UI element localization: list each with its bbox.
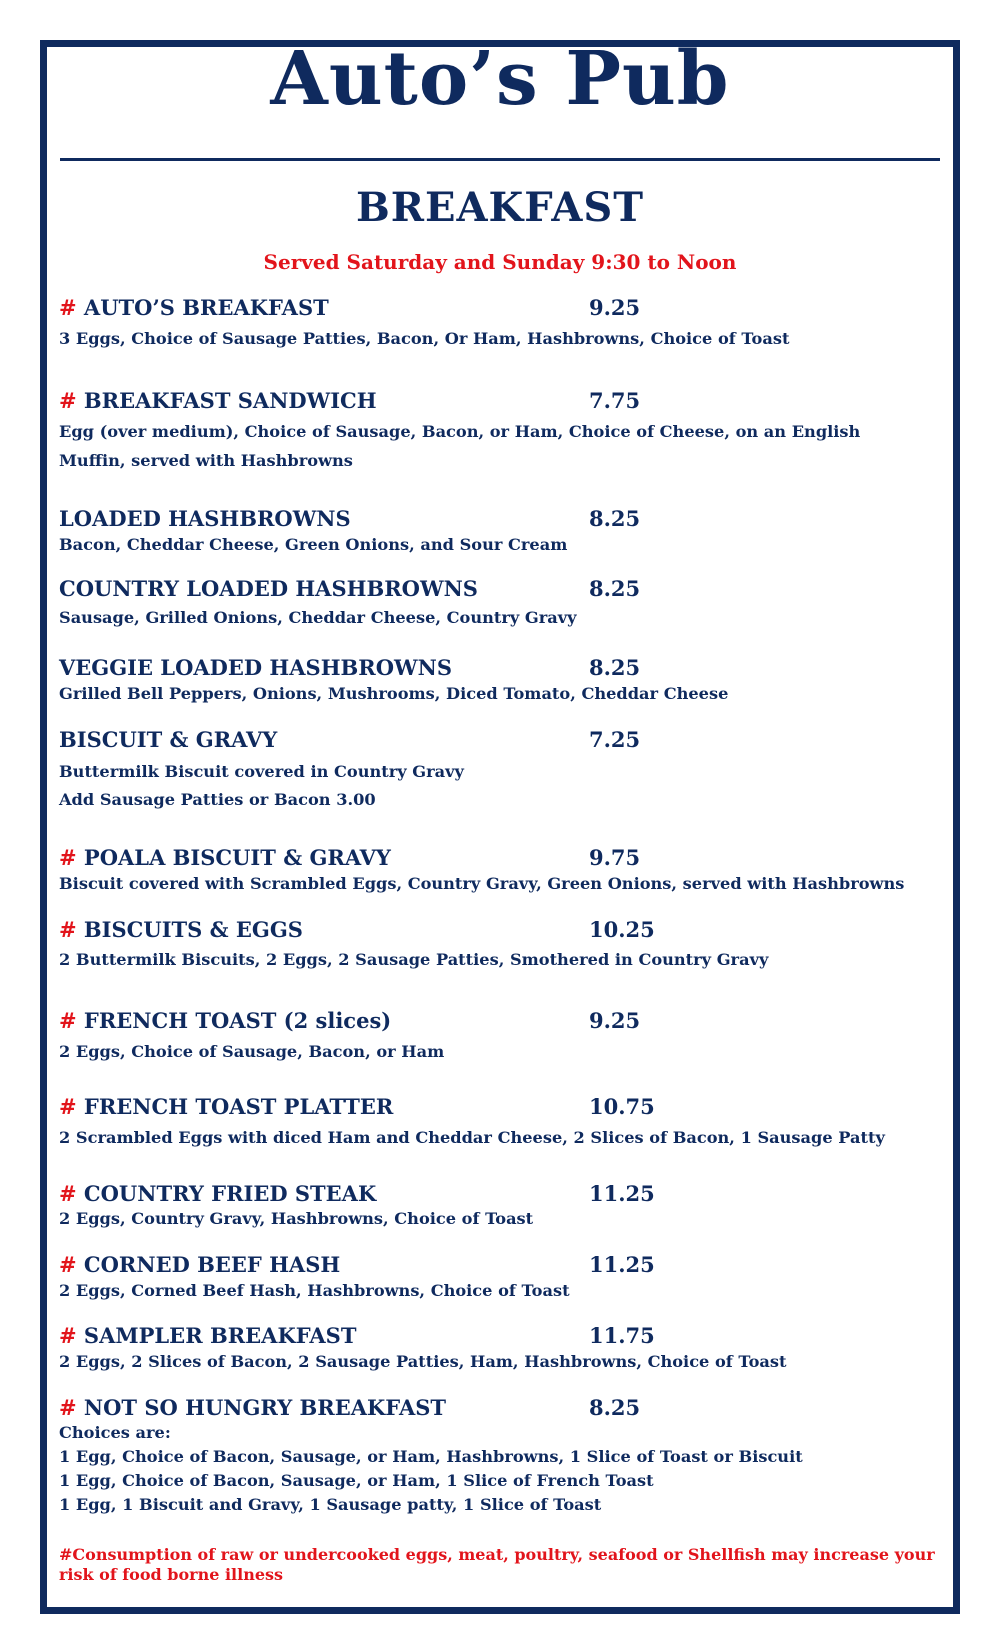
item-description: Sausage, Grilled Onions, Cheddar Cheese, Country Gravy [59, 608, 577, 627]
raw-warning-mark: # [59, 1252, 77, 1277]
pub-title: Auto’s Pub [270, 36, 730, 122]
item-name: VEGGIE LOADED HASHBROWNS [59, 655, 452, 680]
item-name: # BREAKFAST SANDWICH [59, 388, 377, 413]
item-description: Egg (over medium), Choice of Sausage, Bacon, or Ham, Choice of Cheese, on an English [59, 422, 861, 441]
item-price: 8.25 [589, 576, 641, 601]
item-price: 8.25 [589, 506, 641, 531]
raw-warning-mark: # [59, 295, 77, 320]
item-price: 9.25 [589, 1008, 641, 1033]
item-name: # FRENCH TOAST PLATTER [59, 1094, 394, 1119]
item-name: # AUTO’S BREAKFAST [59, 295, 329, 320]
item-description: 1 Egg, Choice of Bacon, Sausage, or Ham, 1 Slice of French Toast [59, 1471, 654, 1490]
menu-border [40, 40, 960, 1614]
item-description: Buttermilk Biscuit covered in Country Gravy [59, 762, 464, 781]
item-description: Add Sausage Patties or Bacon 3.00 [59, 790, 376, 809]
raw-warning-mark: # [59, 388, 77, 413]
item-name: # SAMPLER BREAKFAST [59, 1323, 357, 1348]
item-description: 1 Egg, Choice of Bacon, Sausage, or Ham, Hashbrowns, 1 Slice of Toast or Biscuit [59, 1447, 803, 1466]
food-safety-disclaimer: #Consumption of raw or undercooked eggs, meat, poultry, seafood or Shellfish may increase your risk of food borne illness [59, 1545, 935, 1584]
item-description: 2 Eggs, Corned Beef Hash, Hashbrowns, Choice of Toast [59, 1281, 570, 1300]
item-name: # COUNTRY FRIED STEAK [59, 1181, 377, 1206]
item-description: 2 Buttermilk Biscuits, 2 Eggs, 2 Sausage Patties, Smothered in Country Gravy [59, 950, 769, 969]
item-description: 2 Scrambled Eggs with diced Ham and Cheddar Cheese, 2 Slices of Bacon, 1 Sausage Patty [59, 1128, 885, 1147]
item-price: 9.75 [589, 845, 641, 870]
item-name: # POALA BISCUIT & GRAVY [59, 845, 391, 870]
item-name: # BISCUITS & EGGS [59, 917, 303, 942]
item-name: # FRENCH TOAST (2 slices) [59, 1008, 392, 1033]
serving-hours: Served Saturday and Sunday 9:30 to Noon [263, 250, 737, 274]
item-name: COUNTRY LOADED HASHBROWNS [59, 576, 478, 601]
item-price: 8.25 [589, 655, 641, 680]
item-description: 2 Eggs, Country Gravy, Hashbrowns, Choice of Toast [59, 1209, 534, 1228]
item-name: BISCUIT & GRAVY [59, 727, 278, 752]
item-price: 8.25 [589, 1395, 641, 1420]
section-heading: BREAKFAST [355, 184, 645, 231]
item-price: 11.25 [589, 1181, 655, 1206]
raw-warning-mark: # [59, 917, 77, 942]
item-price: 11.25 [589, 1252, 655, 1277]
item-description: Muffin, served with Hashbrowns [59, 451, 353, 470]
raw-warning-mark: # [59, 845, 77, 870]
item-name: # NOT SO HUNGRY BREAKFAST [59, 1395, 447, 1420]
raw-warning-mark: # [59, 1094, 77, 1119]
item-price: 7.75 [589, 388, 641, 413]
item-price: 11.75 [589, 1323, 655, 1348]
raw-warning-mark: # [59, 1008, 77, 1033]
item-description: 2 Eggs, Choice of Sausage, Bacon, or Ham [59, 1042, 445, 1061]
item-price: 7.25 [589, 727, 641, 752]
item-description: Choices are: [59, 1423, 171, 1442]
item-description: Grilled Bell Peppers, Onions, Mushrooms, Diced Tomato, Cheddar Cheese [59, 684, 729, 703]
item-description: Biscuit covered with Scrambled Eggs, Country Gravy, Green Onions, served with Hashbrowns [59, 874, 905, 893]
title-divider [60, 158, 940, 161]
item-description: 3 Eggs, Choice of Sausage Patties, Bacon, Or Ham, Hashbrowns, Choice of Toast [59, 329, 790, 348]
item-price: 10.75 [589, 1094, 655, 1119]
raw-warning-mark: # [59, 1395, 77, 1420]
item-description: Bacon, Cheddar Cheese, Green Onions, and Sour Cream [59, 535, 568, 554]
item-price: 10.25 [589, 917, 655, 942]
raw-warning-mark: # [59, 1323, 77, 1348]
item-name: LOADED HASHBROWNS [59, 506, 351, 531]
item-name: # CORNED BEEF HASH [59, 1252, 341, 1277]
item-price: 9.25 [589, 295, 641, 320]
item-description: 2 Eggs, 2 Slices of Bacon, 2 Sausage Patties, Ham, Hashbrowns, Choice of Toast [59, 1352, 787, 1371]
raw-warning-mark: # [59, 1181, 77, 1206]
item-description: 1 Egg, 1 Biscuit and Gravy, 1 Sausage patty, 1 Slice of Toast [59, 1495, 602, 1514]
